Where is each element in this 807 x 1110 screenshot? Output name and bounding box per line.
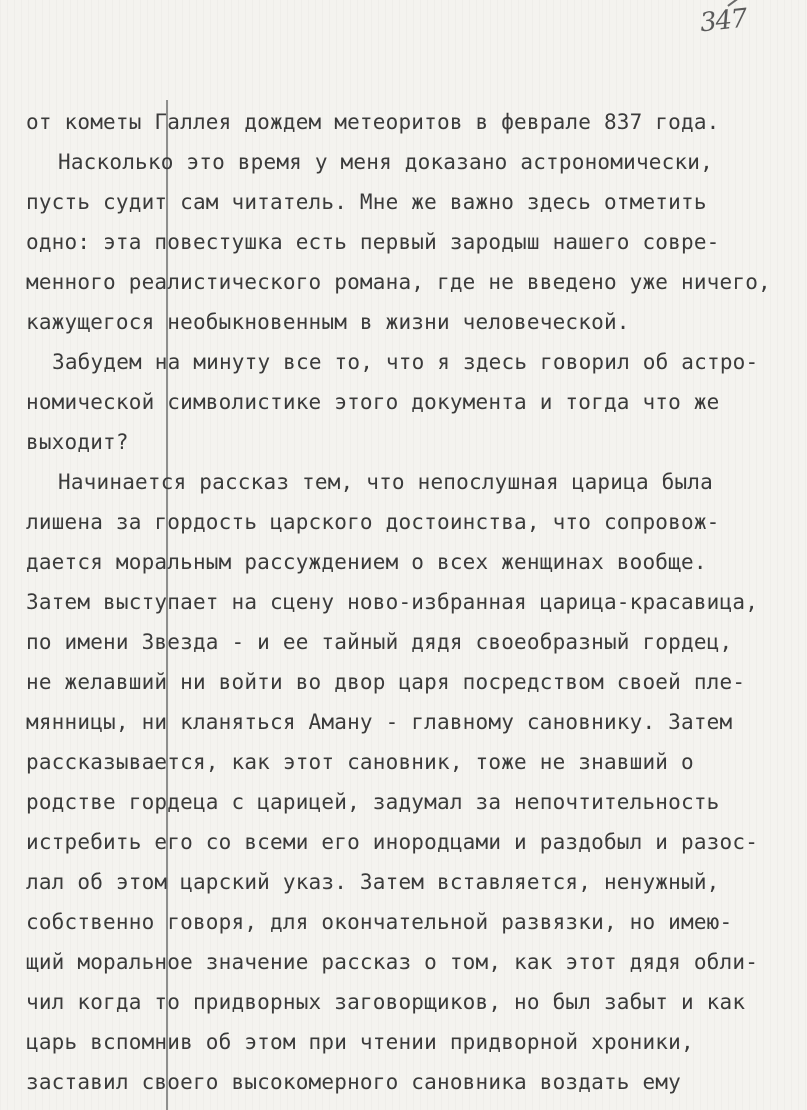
text-line: мянницы, ни кланяться Аману - главному сановнику. Затем bbox=[26, 710, 733, 734]
text-line: щий моральное значение рассказ о том, как этот дядя обли- bbox=[26, 950, 759, 974]
text-line: родстве гордеца с царицей, задумал за непочтительность bbox=[26, 790, 720, 814]
text-line: номической символистике этого документа и тогда что же bbox=[26, 390, 720, 414]
text-line: кажущегося необыкновенным в жизни человеческой. bbox=[26, 310, 630, 334]
text-line: менного реалистического романа, где не введено уже ничего, bbox=[26, 270, 771, 294]
text-line: Забудем на минуту все то, что я здесь говорил об астро- bbox=[52, 350, 759, 374]
text-line: выходит? bbox=[26, 430, 129, 454]
text-line: чил когда то придворных заговорщиков, но был забыт и как bbox=[26, 990, 746, 1014]
text-line: лишена за гордость царского достоинства, что сопровож- bbox=[26, 510, 720, 534]
text-line: от кометы Галлея дождем метеоритов в феврале 837 года. bbox=[26, 110, 720, 134]
page-number: 347 bbox=[698, 3, 749, 39]
text-line: по имени Звезда - и ее тайный дядя своеобразный гордец, bbox=[26, 630, 733, 654]
text-line: не желавший ни войти во двор царя посредством своей пле- bbox=[26, 670, 746, 694]
text-line: дается моральным рассуждением о всех женщинах вообще. bbox=[26, 550, 707, 574]
text-line: Затем выступает на сцену ново-избранная царица-красавица, bbox=[26, 590, 759, 614]
text-line: заставил своего высокомерного сановника воздать ему bbox=[26, 1070, 681, 1094]
text-line: Насколько это время у меня доказано астрономически, bbox=[58, 150, 713, 174]
text-line: царь вспомнив об этом при чтении придворной хроники, bbox=[26, 1030, 694, 1054]
text-line: собственно говоря, для окончательной развязки, но имею- bbox=[26, 910, 733, 934]
text-line: истребить его со всеми его инородцами и раздобыл и разос- bbox=[26, 830, 759, 854]
text-line: Начинается рассказ тем, что непослушная царица была bbox=[58, 470, 713, 494]
text-line: рассказывается, как этот сановник, тоже не знавший о bbox=[26, 750, 694, 774]
text-line: пусть судит сам читатель. Мне же важно здесь отметить bbox=[26, 190, 707, 214]
text-line: лал об этом царский указ. Затем вставляется, ненужный, bbox=[26, 870, 720, 894]
text-line: одно: эта повестушка есть первый зародыш нашего совре- bbox=[26, 230, 720, 254]
